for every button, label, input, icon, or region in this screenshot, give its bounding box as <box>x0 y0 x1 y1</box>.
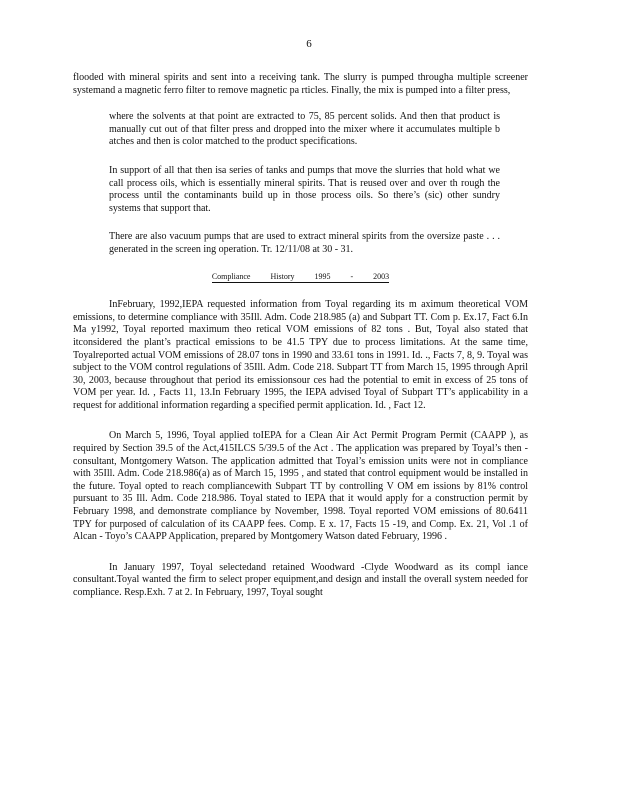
document-body <box>73 72 528 614</box>
section-heading <box>73 271 528 284</box>
page-number: 6 <box>306 38 312 50</box>
quote-vacuum-pumps: There are also vacuum pumps that are used to extract mineral spirits from the oversize paste . . . generated in the screen ing operation. Tr. 12/11/08 at 30 - 31. <box>109 231 500 255</box>
quote-filter-press: where the solvents at that point are extracted to 75, 85 percent solids. And then that product is manually cut out of that filter press and dropped into the mixer where it accumulates multiple b atches and then is color matched to the product specifications. <box>109 111 500 148</box>
quote-process-oils: In support of all that then isa series of tanks and pumps that move the slurries that hold what we call process oils, which is essentially mineral spirits. That is reused over and over th rough the process until the contaminants build up in those process oils. So there’s (sic) other sundry systems that support that. <box>109 164 500 214</box>
section-heading-text: Compliance History 1995 - 2003 <box>211 271 390 281</box>
paragraph-iepa-request: InFebruary, 1992,IEPA requested information from Toyal regarding its m aximum theoretical VOM emissions, to determine compliance with 35Ill. Adm. Code 218.985 (a) and Subpart TT. Com p. Ex.17, Fact 6.In Ma y1992, Toyal reported maximum theo retical VOM emissions of 82 tons . But, Toyal also stated that itconsidered the plant’s practical emissions to be 41.5 TPY due to process limitations. At the same time, Toyalreported actual VOM emissions of 28.07 tons in 1990 and 33.61 tons in 1991. Id. ., Facts 7, 8, 9. Toyal was subject to the VOM control regulations of 35Ill. Adm. Code 218. Subpart TT from March 15, 1995 through April 30, 2003, because throughout that period its emissionsour ces had the potential to emit in excess of 25 tons of VOM per year. Id. , Facts 11, 13.In February 1995, the IEPA advised Toyal of Subpart TT’s applicability in a request for additional information regarding a specified permit application. Id. , Fact 12. <box>73 299 528 411</box>
paragraph-process-intro: flooded with mineral spirits and sent into a receiving tank. The slurry is pumped througha multiple screener systemand a magnetic ferro filter to remove magnetic pa rticles. Finally, the mix is pumped into a filter press, <box>73 72 528 96</box>
paragraph-consultant-selection: In January 1997, Toyal selectedand retained Woodward -Clyde Woodward as its compl iance consultant.Toyal wanted the firm to select proper equipment,and design and install the overall system needed for compliance. Resp.Exh. 7 at 2. In February, 1997, Toyal sought <box>73 561 528 598</box>
paragraph-caapp-application: On March 5, 1996, Toyal applied toIEPA for a Clean Air Act Permit Program Permit (CAAPP ), as required by Section 39.5 of the Act,415ILCS 5/39.5 of the Act . The application was prepared by Toyal’s then - consultant, Montgomery Watson. The application admitted that Toyal’s emission units were not in compliance with 35Ill. Adm. Code 218.986(a) as of March 15, 1995 , and stated that control equipment would be installed in the future. Toyal opted to reach compliancewith Subpart TT by controlling V OM em issions by 81% control pursuant to 35 Ill. Adm. Code 218.986. Toyal stated to IEPA that it would apply for a construction permit by February 1998, and demonstrate compliance by November, 1998. Toyal reported VOM emissions of 80.6411 TPY for purposed of calculation of its CAAPP fees. Comp. E x. 17, Facts 15 -19, and Comp. Ex. 21, Vol .1 of Alcan - Toyo’s CAAPP Application, prepared by Montgomery Watson dated February, 1996 . <box>73 430 528 543</box>
